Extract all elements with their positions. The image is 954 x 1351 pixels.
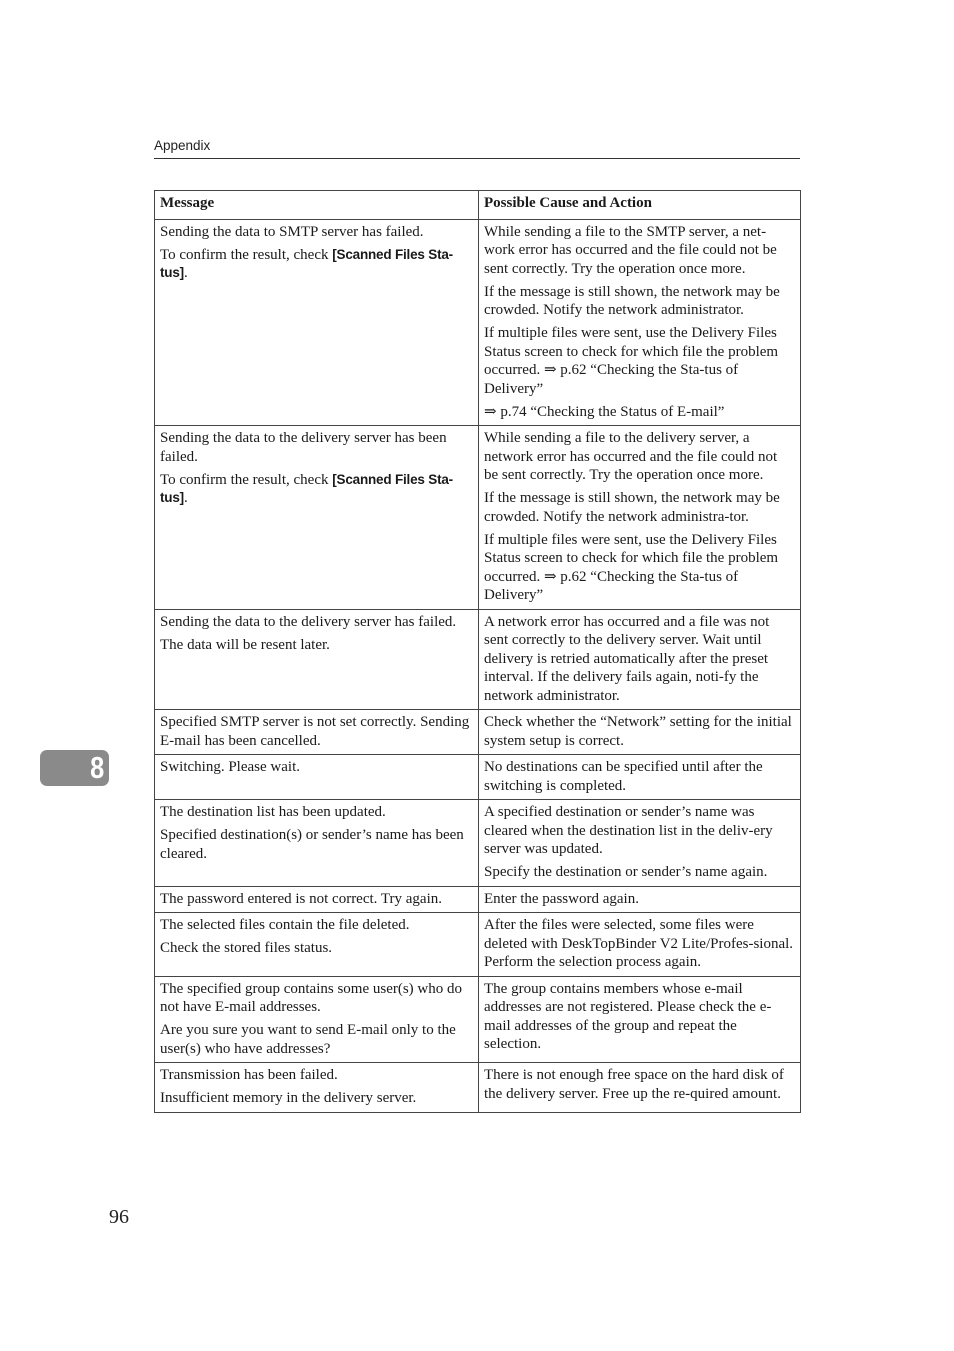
message-text-end: . [183, 265, 188, 281]
table-row [155, 1063, 801, 1113]
message-paragraph: Sending the data to the delivery server has failed. [160, 613, 457, 630]
table-row [155, 710, 801, 755]
message-paragraph: Specified SMTP server is not set correctly. Sending E-mail has been cancelled. [160, 714, 470, 749]
table-row [155, 976, 801, 1063]
page-number: 96 [109, 1206, 129, 1228]
table-row [155, 886, 801, 913]
message-paragraph: Transmission has been failed. [160, 1067, 338, 1083]
action-paragraph: Check whether the “Network” setting for the initial system setup is correct. [484, 714, 792, 749]
action-paragraph: While sending a file to the delivery server, a network error has occurred and the file could not be sent correctly. Try the operation once more. [484, 430, 778, 483]
action-cell [479, 886, 801, 913]
message-paragraph: Sending the data to SMTP server has failed. [160, 223, 424, 240]
message-text: To confirm the result, check [160, 246, 333, 263]
message-cell [155, 219, 479, 426]
key-label: [Scanned Files Sta-tus] [160, 246, 453, 280]
action-paragraph: If multiple files were sent, use the Delivery Files Status screen to check for which file the problem occurred. ⇒ p.62 “Checking the Sta-tus of Delivery” [484, 531, 779, 603]
chapter-number: 8 [89, 750, 104, 785]
action-paragraph: While sending a file to the SMTP server, a net-work error has occurred and the file could not be sent correctly. Try the operation once more. [484, 223, 777, 277]
message-text: To confirm the result, check [160, 471, 333, 488]
message-cell [155, 913, 479, 977]
message-paragraph: Check the stored files status. [160, 940, 333, 956]
column-header-action: Possible Cause and Action [479, 191, 801, 220]
message-cell [155, 976, 479, 1063]
action-paragraph: There is not enough free space on the hard disk of the delivery server. Free up the re-quired amount. [484, 1067, 784, 1102]
message-cell [155, 710, 479, 755]
action-cell [479, 609, 801, 710]
table-row [155, 426, 801, 610]
action-paragraph: A specified destination or sender’s name was cleared when the destination list in the deliv-ery server was updated. [484, 804, 773, 857]
action-paragraph: If the message is still shown, the network may be crowded. Notify the network administrator. [484, 283, 780, 318]
action-cell [479, 219, 801, 426]
action-paragraph: A network error has occurred and a file was not sent correctly to the delivery server. Wait until delivery is retried automatically after the preset interval. If the delivery fails again, noti-fy the network administrator. [484, 613, 770, 704]
action-cell [479, 1063, 801, 1113]
message-paragraph: Switching. Please wait. [160, 759, 300, 775]
message-text-end: . [183, 490, 188, 506]
message-paragraph: Specified destination(s) or sender’s name has been cleared. [160, 827, 464, 862]
table-row [155, 755, 801, 800]
action-cell [479, 755, 801, 800]
table-row [155, 609, 801, 710]
action-paragraph: The group contains members whose e-mail addresses are not registered. Please check the e-mail addresses of the group and repeat the selection. [484, 980, 772, 1052]
action-paragraph: Specify the destination or sender’s name again. [484, 864, 768, 880]
table-row [155, 219, 801, 426]
action-cell [479, 976, 801, 1063]
action-paragraph: No destinations can be specified until after the switching is completed. [484, 759, 763, 794]
message-paragraph: Insufficient memory in the delivery server. [160, 1090, 417, 1106]
action-cell [479, 426, 801, 610]
chapter-tab [40, 750, 109, 786]
message-paragraph: The destination list has been updated. [160, 804, 386, 820]
message-paragraph [160, 246, 473, 283]
action-cell [479, 710, 801, 755]
message-paragraph: The password entered is not correct. Try again. [160, 890, 443, 907]
message-table [154, 190, 801, 1113]
message-cell [155, 886, 479, 913]
table-row [155, 913, 801, 977]
message-cell [155, 800, 479, 887]
header-rule [154, 158, 800, 159]
message-paragraph: The data will be resent later. [160, 636, 330, 653]
running-header: Appendix [154, 138, 211, 153]
action-paragraph: Enter the password again. [484, 890, 639, 907]
table-row [155, 800, 801, 887]
message-paragraph: The specified group contains some user(s) who do not have E-mail addresses. [160, 980, 463, 1015]
message-paragraph: Sending the data to the delivery server has been failed. [160, 430, 447, 465]
action-cell [479, 913, 801, 977]
column-header-message: Message [155, 191, 479, 220]
message-cell [155, 1063, 479, 1113]
table-body [155, 219, 801, 1112]
table-header-row [155, 191, 801, 220]
message-paragraph [160, 471, 473, 508]
message-paragraph: The selected files contain the file deleted. [160, 917, 410, 933]
action-paragraph: If the message is still shown, the network may be crowded. Notify the network administra-tor. [484, 490, 780, 525]
message-cell [155, 426, 479, 610]
message-cell [155, 609, 479, 710]
action-cell [479, 800, 801, 887]
message-paragraph: Are you sure you want to send E-mail only to the user(s) who have addresses? [160, 1022, 456, 1057]
action-paragraph: ⇒ p.74 “Checking the Status of E-mail” [484, 403, 725, 420]
key-label: [Scanned Files Sta-tus] [160, 471, 453, 505]
message-cell [155, 755, 479, 800]
action-paragraph: After the files were selected, some files were deleted with DeskTopBinder V2 Lite/Profes-sional. Perform the selection process again. [484, 917, 794, 970]
action-paragraph: If multiple files were sent, use the Delivery Files Status screen to check for which file the problem occurred. ⇒ p.62 “Checking the Sta-tus of Delivery” [484, 325, 779, 397]
